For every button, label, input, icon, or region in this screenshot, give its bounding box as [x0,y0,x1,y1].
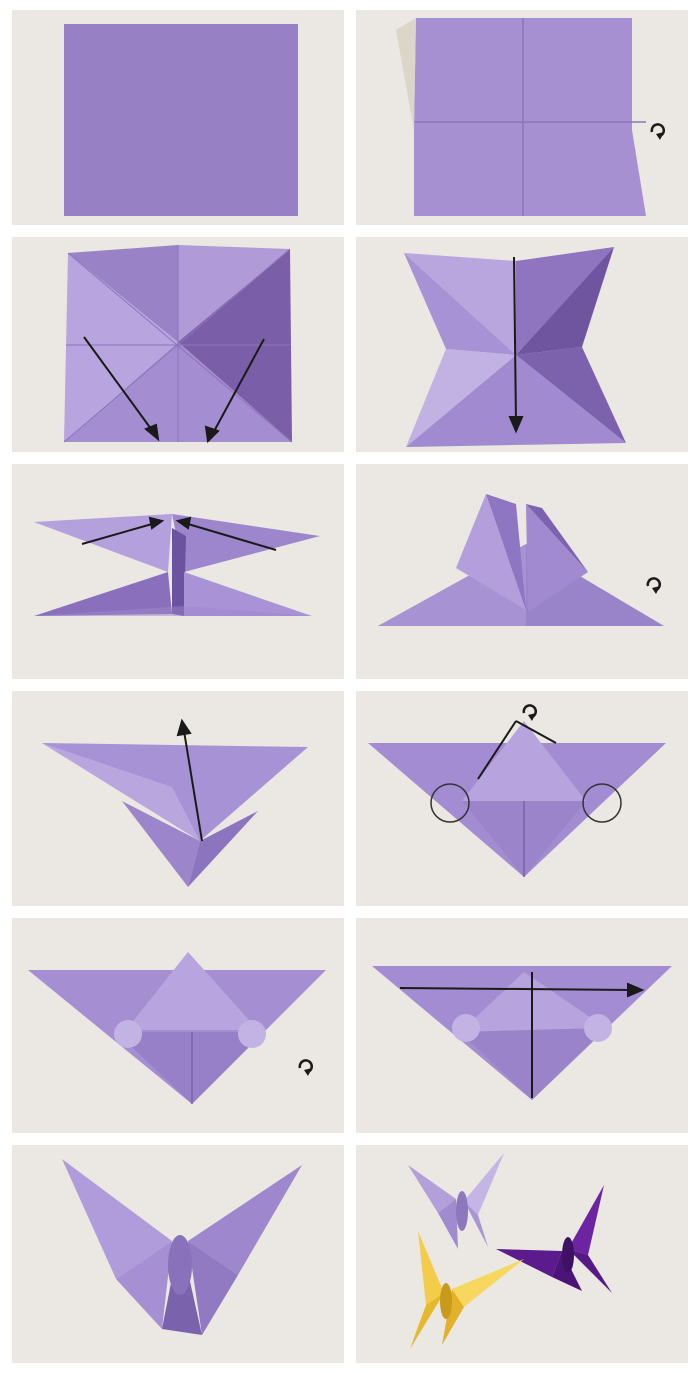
fold-in-half-icon [356,918,688,1133]
deep-purple-butterfly-icon [496,1185,612,1293]
flattened-base-icon [12,464,344,679]
step-12-panel [356,1145,688,1363]
step-9-panel [12,918,344,1133]
turn-over-icon [648,578,660,594]
finished-butterfly-icon [12,1145,344,1363]
step-10-panel [356,918,688,1133]
turn-over-icon [300,1060,312,1076]
triangle-flaps-icon [356,464,688,679]
step-5-panel [12,464,344,679]
shaped-wings-icon [12,918,344,1133]
turn-over-icon [524,705,536,721]
step-8-panel [356,691,688,906]
fold-up-icon [12,691,344,906]
step-6-panel [356,464,688,679]
step-1-panel [12,10,344,225]
lavender-butterfly-icon [408,1153,504,1249]
tuck-corners-icon [356,691,688,906]
step-4-panel [356,237,688,452]
turn-over-icon [652,124,664,140]
step-11-panel [12,1145,344,1363]
butterfly-group-icon [356,1145,688,1363]
step-2-panel [356,10,688,225]
crease-quarters-icon [356,10,688,225]
diagonal-creases-icon [12,237,344,452]
step-3-panel [12,237,344,452]
step-7-panel [12,691,344,906]
paper-sheet-icon [12,10,344,225]
yellow-butterfly-icon [410,1231,524,1349]
waterbomb-base-icon [356,237,688,452]
